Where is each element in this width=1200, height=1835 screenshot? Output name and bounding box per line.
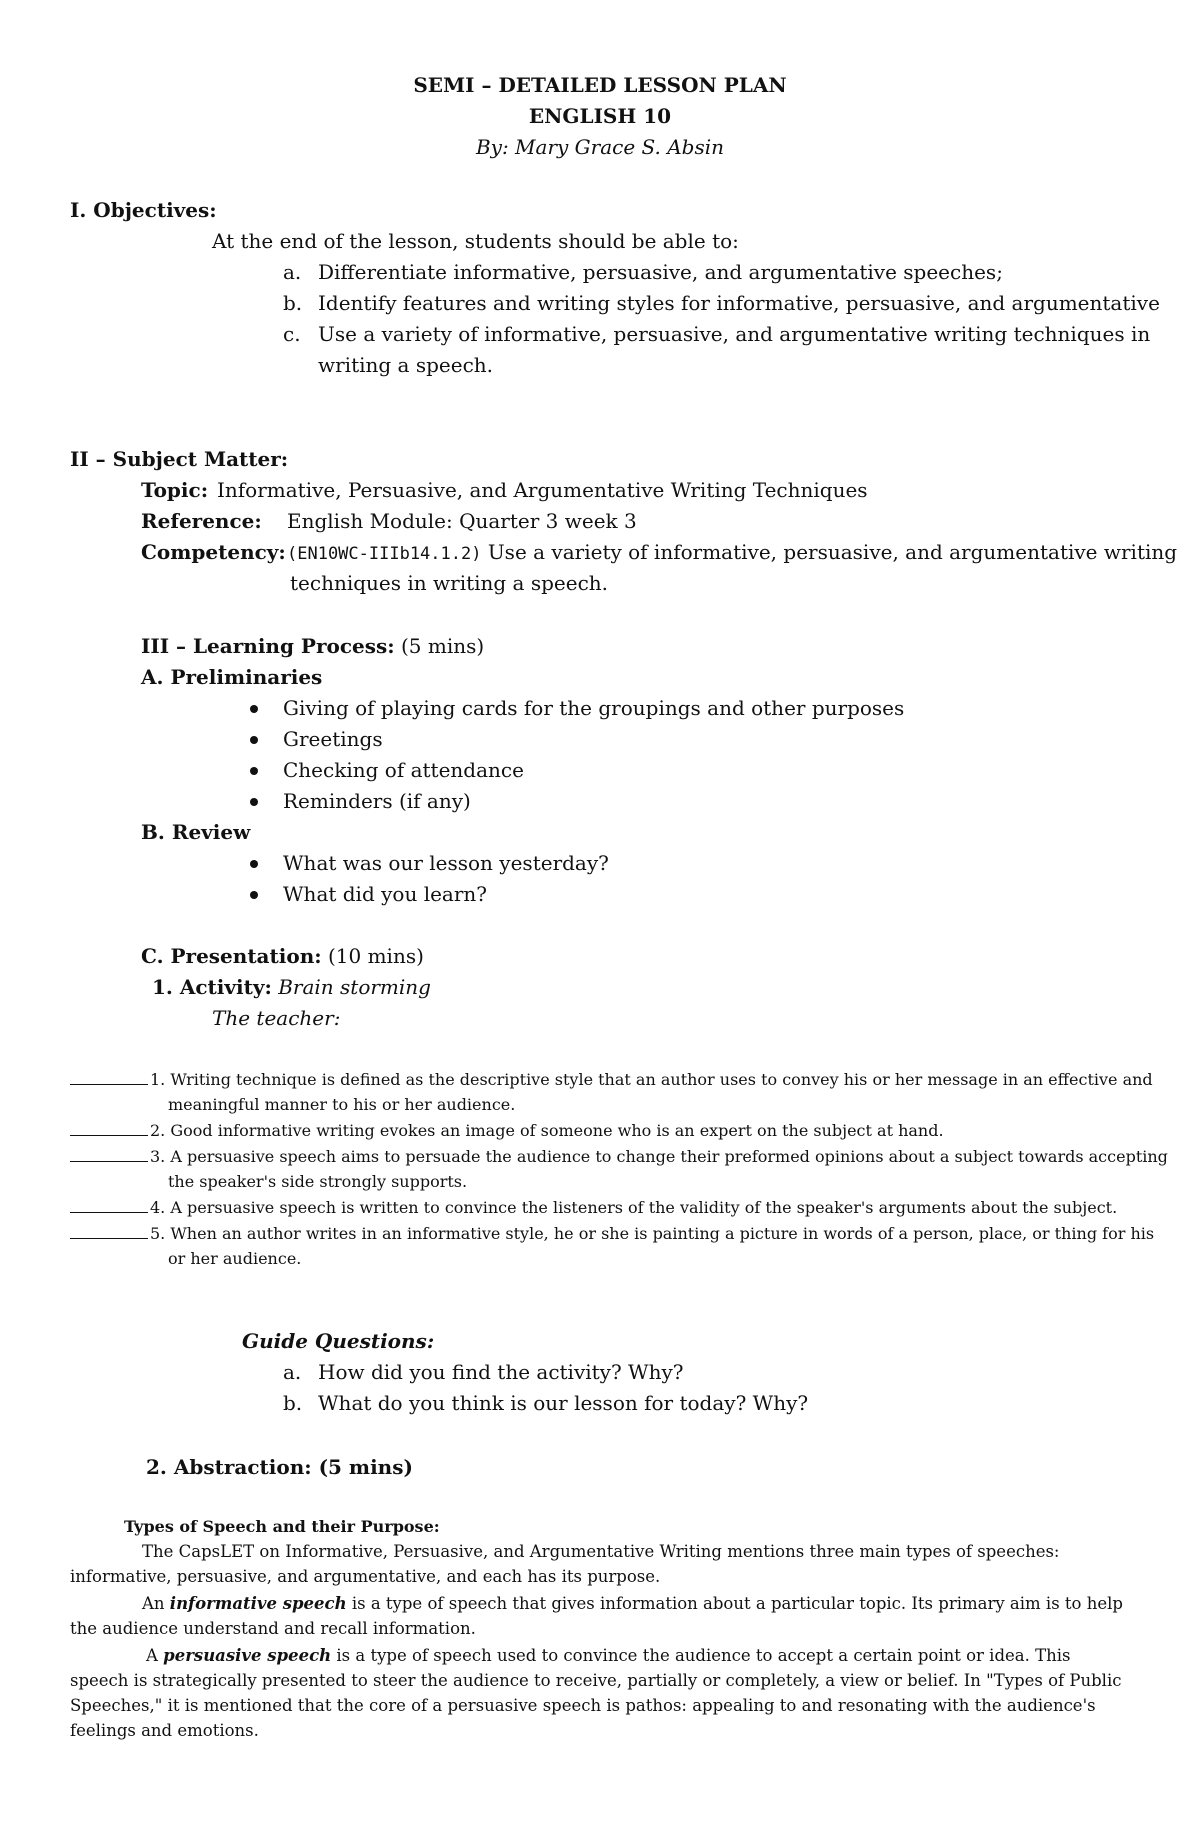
author-line: By: Mary Grace S. Absin <box>475 135 725 159</box>
quiz-item <box>70 1121 944 1141</box>
competency-label: Competency: <box>141 540 286 564</box>
term-persuasive-speech: persuasive speech <box>163 1646 332 1665</box>
term-informative-speech: informative speech <box>169 1594 347 1613</box>
quiz-text: Good informative writing evokes an image of someone who is an expert on the subject at hand. <box>170 1121 944 1140</box>
bullet-icon <box>250 767 258 775</box>
paragraph-informative <box>70 1591 1130 1641</box>
quiz-number: 3. <box>150 1147 166 1166</box>
objective-marker: b. <box>283 291 303 315</box>
activity-line <box>152 975 431 999</box>
quiz-text-continued: meaningful manner to his or her audience. <box>168 1095 516 1114</box>
quiz-number: 4. <box>150 1198 166 1217</box>
quiz-number: 2. <box>150 1121 166 1140</box>
preliminary-item: Greetings <box>283 727 383 751</box>
quiz-item <box>70 1147 1168 1167</box>
competency-text: Use a variety of informative, persuasive, and argumentative writing <box>487 540 1178 564</box>
presentation-line <box>141 944 424 968</box>
guide-question: How did you find the activity? Why? <box>318 1360 684 1384</box>
paragraph-lead: An <box>142 1594 165 1613</box>
quiz-text: A persuasive speech is written to convince the listeners of the validity of the speaker's arguments about the subject. <box>170 1198 1118 1217</box>
answer-blank[interactable] <box>70 1070 148 1085</box>
bullet-icon <box>250 891 258 899</box>
objective-item: Use a variety of informative, persuasive, and argumentative writing techniques in <box>318 322 1151 346</box>
objective-item: Identify features and writing styles for informative, persuasive, and argumentative <box>318 291 1160 315</box>
reference-label: Reference: <box>141 509 262 533</box>
learning-process-line <box>141 634 484 658</box>
review-heading: B. Review <box>141 820 251 844</box>
objective-item-continued: writing a speech. <box>318 353 494 377</box>
document-title: SEMI – DETAILED LESSON PLAN <box>413 73 787 97</box>
competency-value <box>287 540 1177 566</box>
quiz-item <box>70 1070 1153 1090</box>
preliminaries-heading: A. Preliminaries <box>141 665 323 689</box>
review-item: What was our lesson yesterday? <box>283 851 609 875</box>
topic-label: Topic: <box>141 478 209 502</box>
teacher-label: The teacher: <box>212 1006 341 1030</box>
quiz-item <box>70 1224 1154 1244</box>
preliminary-item: Giving of playing cards for the groupings and other purposes <box>283 696 905 720</box>
quiz-number: 1. <box>150 1070 166 1089</box>
learning-process-heading: III – Learning Process: <box>141 634 395 658</box>
quiz-text-continued: the speaker's side strongly supports. <box>168 1172 468 1191</box>
objective-marker: c. <box>283 322 301 346</box>
guide-marker: b. <box>283 1391 303 1415</box>
answer-blank[interactable] <box>70 1224 148 1239</box>
activity-label: 1. Activity: <box>152 975 272 999</box>
abstraction-heading: 2. Abstraction: (5 mins) <box>146 1455 413 1479</box>
bullet-icon <box>250 798 258 806</box>
quiz-number: 5. <box>150 1224 166 1243</box>
bullet-icon <box>250 736 258 744</box>
reference-value: English Module: Quarter 3 week 3 <box>287 509 637 533</box>
competency-value-continued: techniques in writing a speech. <box>290 571 609 595</box>
paragraph-body: is a type of speech that gives information about a particular topic. Its primary aim is to help the audience understand and recall information. <box>70 1594 1123 1638</box>
objectives-heading: I. Objectives: <box>70 198 217 222</box>
types-heading: Types of Speech and their Purpose: <box>124 1517 440 1536</box>
learning-process-time: (5 mins) <box>400 634 485 658</box>
paragraph-persuasive <box>70 1643 1130 1743</box>
paragraph-body: is a type of speech used to convince the audience to accept a certain point or idea. This speech is strategically presented to steer the audience to receive, partially or completely, a view or belief. In "Types of Public Speeches," it is mentioned that the core of a persuasive speech is pathos: appealing to and resonating with the audience's feelings and emotions. <box>70 1646 1122 1740</box>
guide-question: What do you think is our lesson for today? Why? <box>318 1391 809 1415</box>
objectives-intro: At the end of the lesson, students should be able to: <box>212 229 739 253</box>
subject-matter-heading: II – Subject Matter: <box>70 447 289 471</box>
competency-code: (EN10WC-IIIb14.1.2) <box>287 544 482 564</box>
quiz-item <box>70 1198 1117 1218</box>
paragraph-lead: A <box>146 1646 158 1665</box>
quiz-text: When an author writes in an informative style, he or she is painting a picture in words of a person, place, or thing for his <box>170 1224 1155 1243</box>
review-item: What did you learn? <box>283 882 488 906</box>
presentation-time: (10 mins) <box>327 944 424 968</box>
answer-blank[interactable] <box>70 1121 148 1136</box>
answer-blank[interactable] <box>70 1147 148 1162</box>
guide-marker: a. <box>283 1360 302 1384</box>
subject-title: ENGLISH 10 <box>528 104 672 128</box>
quiz-text: Writing technique is defined as the descriptive style that an author uses to convey his or her message in an effective and <box>170 1070 1153 1089</box>
answer-blank[interactable] <box>70 1198 148 1213</box>
topic-value: Informative, Persuasive, and Argumentative Writing Techniques <box>217 478 868 502</box>
paragraph-types-intro: The CapsLET on Informative, Persuasive, and Argumentative Writing mentions three main types of speeches: informative, persuasive, and argumentative, and each has its purpose. <box>70 1542 1060 1586</box>
preliminary-item: Checking of attendance <box>283 758 524 782</box>
quiz-text-continued: or her audience. <box>168 1249 302 1268</box>
presentation-heading: C. Presentation: <box>141 944 322 968</box>
quiz-text: A persuasive speech aims to persuade the audience to change their preformed opinions about a subject towards accepting <box>170 1147 1168 1166</box>
objective-item: Differentiate informative, persuasive, and argumentative speeches; <box>318 260 1003 284</box>
objective-marker: a. <box>283 260 302 284</box>
guide-questions-heading: Guide Questions: <box>242 1329 435 1353</box>
preliminary-item: Reminders (if any) <box>283 789 471 813</box>
bullet-icon <box>250 860 258 868</box>
bullet-icon <box>250 705 258 713</box>
activity-name: Brain storming <box>278 975 431 999</box>
